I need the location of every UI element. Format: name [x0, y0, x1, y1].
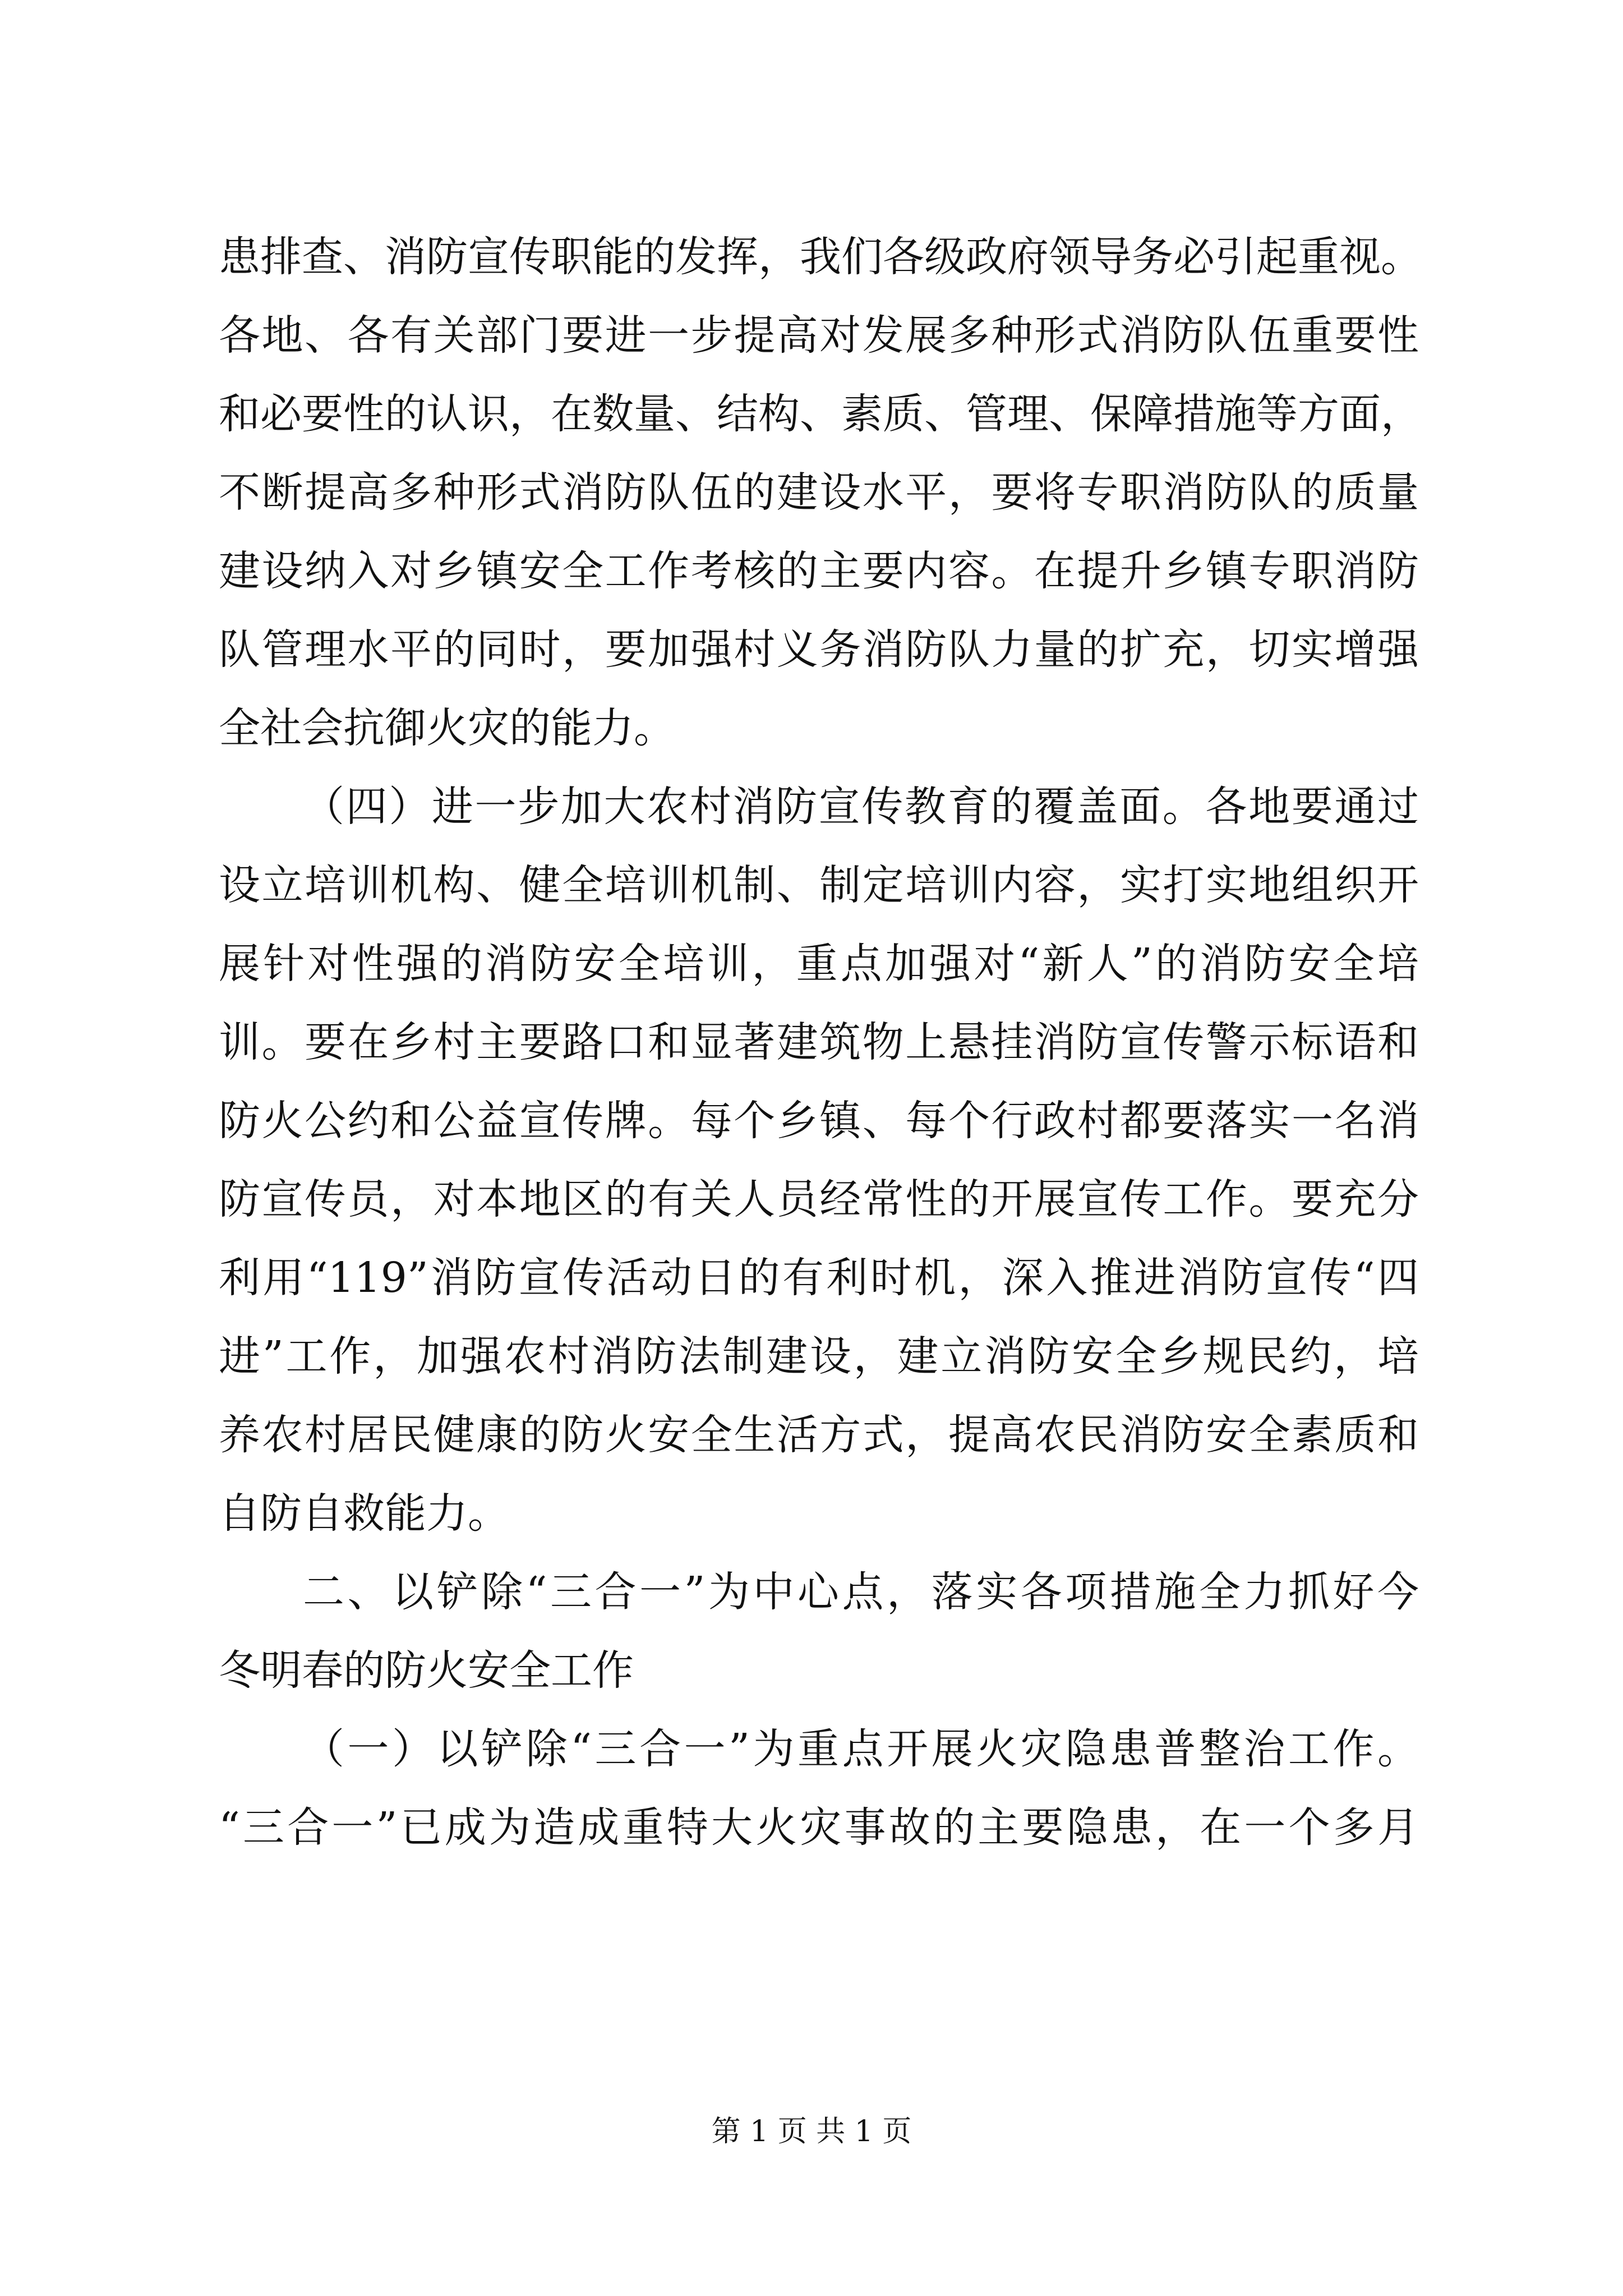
text-line: 训。要在乡村主要路口和显著建筑物上悬挂消防宣传警示标语和: [219, 1018, 1419, 1066]
text-line: 防火公约和公益宣传牌。每个乡镇、每个行政村都要落实一名消: [219, 1097, 1419, 1145]
text-line: 养农村居民健康的防火安全生活方式，提高农民消防安全素质和: [219, 1411, 1419, 1459]
page-footer: 第 1 页 共 1 页: [711, 2115, 912, 2148]
text-line: （一）以铲除“三合一”为重点开展火灾隐患普整治工作。: [303, 1725, 1419, 1773]
text-line: 进”工作，加强农村消防法制建设，建立消防安全乡规民约，培: [219, 1332, 1419, 1381]
text-line: 利用“119”消防宣传活动日的有利时机，深入推进消防宣传“四: [219, 1254, 1419, 1302]
text-line: 不断提高多种形式消防队伍的建设水平，要将专职消防队的质量: [219, 468, 1419, 517]
text-line: 建设纳入对乡镇安全工作考核的主要内容。在提升乡镇专职消防: [219, 547, 1419, 595]
text-line: 防宣传员，对本地区的有关人员经常性的开展宣传工作。要充分: [219, 1175, 1419, 1223]
document-body: [219, 218, 1422, 1867]
text-line: 全社会抗御火灾的能力。: [219, 704, 675, 752]
text-line: 患排查、消防宣传职能的发挥，我们各级政府领导务必引起重视。: [219, 233, 1422, 281]
text-line: 二、以铲除“三合一”为中心点，落实各项措施全力抓好今: [303, 1568, 1419, 1616]
text-line: 展针对性强的消防安全培训，重点加强对“新人”的消防安全培: [219, 940, 1419, 988]
text-line: 各地、各有关部门要进一步提高对发展多种形式消防队伍重要性: [219, 311, 1419, 360]
text-line: 冬明春的防火安全工作: [219, 1646, 634, 1695]
text-line: 设立培训机构、健全培训机制、制定培训内容，实打实地组织开: [219, 861, 1419, 909]
text-line: （四）进一步加大农村消防宣传教育的覆盖面。各地要通过: [303, 783, 1419, 831]
text-line: 队管理水平的同时，要加强村义务消防队力量的扩充，切实增强: [219, 625, 1419, 674]
text-line: 和必要性的认识，在数量、结构、素质、管理、保障措施等方面，: [219, 390, 1422, 438]
text-line: “三合一”已成为造成重特大火灾事故的主要隐患，在一个多月: [219, 1803, 1419, 1852]
text-line: 自防自救能力。: [219, 1489, 509, 1538]
